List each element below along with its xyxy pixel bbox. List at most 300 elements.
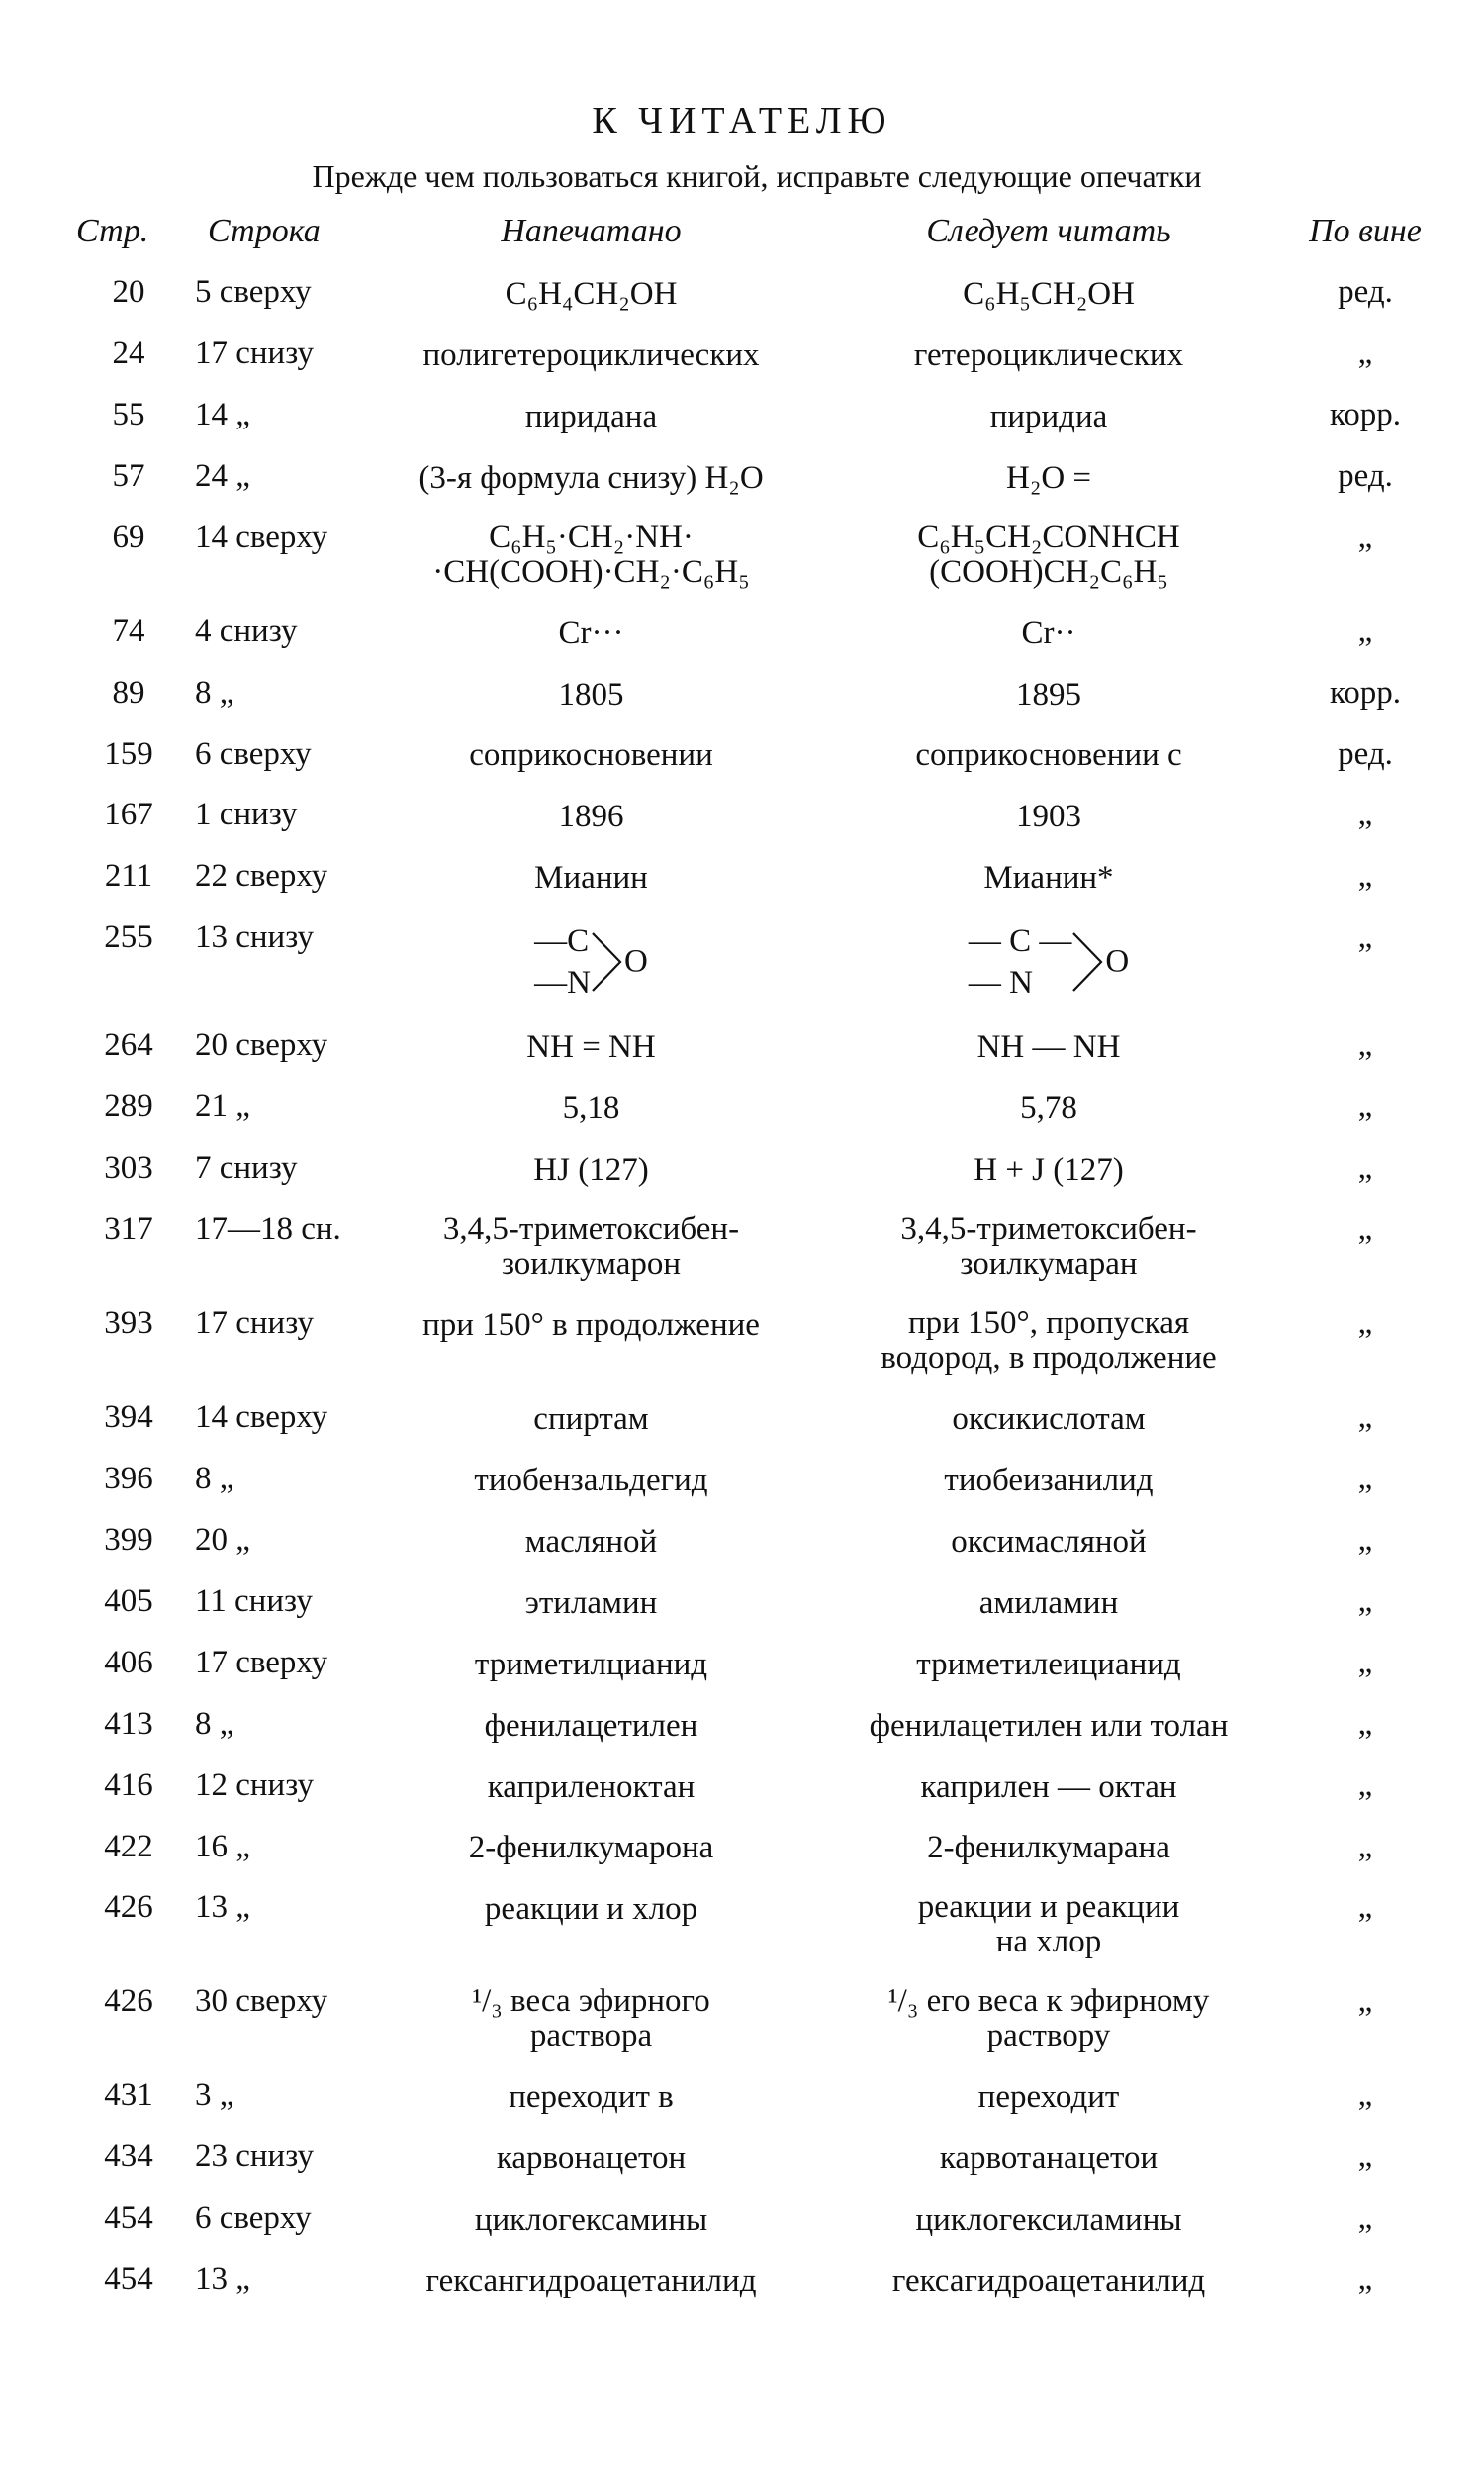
correct-cell	[816, 724, 1281, 786]
correct-cell	[816, 1971, 1281, 2065]
fault-cell	[1281, 846, 1449, 907]
fault-cell	[1281, 724, 1449, 786]
errata-row	[74, 724, 1449, 786]
fault-cell	[1281, 1971, 1449, 2065]
correct-cell	[816, 602, 1281, 663]
line-reference: 6 сверху	[195, 735, 312, 772]
line-reference: 4 снизу	[195, 613, 298, 649]
correct-cell	[816, 1633, 1281, 1694]
page-number: 454	[104, 2200, 153, 2236]
correct-text: 1903	[1016, 799, 1081, 835]
page-number-cell	[74, 1449, 183, 1510]
correct-cell	[816, 1293, 1281, 1387]
line-cell	[183, 1756, 366, 1817]
ring-oxygen-label: O	[1105, 943, 1130, 980]
errata-row	[74, 1387, 1449, 1449]
line-reference: 17—18 сн.	[195, 1211, 341, 1248]
page-subtitle: Прежде чем пользоваться книгой, исправьте следующие опечатки	[312, 158, 1202, 194]
line-reference: 24 „	[195, 457, 250, 494]
line-cell	[183, 1199, 366, 1293]
printed-cell	[366, 385, 816, 446]
page-number: 426	[104, 1983, 153, 2020]
line-cell	[183, 663, 366, 724]
line-cell	[183, 1138, 366, 1199]
line-cell	[183, 2249, 366, 2311]
page-number-cell	[74, 1971, 183, 2065]
page-number-cell	[74, 846, 183, 907]
fault-party: „	[1357, 1027, 1373, 1064]
errata-row	[74, 846, 1449, 907]
printed-cell	[366, 262, 816, 324]
printed-cell	[366, 1756, 816, 1817]
correct-cell	[816, 846, 1281, 907]
fault-party: „	[1357, 1089, 1373, 1125]
page-number: 454	[104, 2261, 153, 2298]
line-reference: 13 „	[195, 2261, 250, 2298]
errata-row	[74, 1633, 1449, 1694]
correct-text: 1895	[1016, 676, 1081, 713]
printed-text: 2-фенилкумарона	[468, 1830, 714, 1866]
page-number: 422	[104, 1828, 153, 1864]
fault-cell	[1281, 1694, 1449, 1756]
fault-cell	[1281, 1387, 1449, 1449]
fault-party: „	[1357, 1582, 1373, 1619]
correct-cell	[816, 1694, 1281, 1756]
line-reference: 23 снизу	[195, 2139, 315, 2175]
fault-cell	[1281, 2249, 1449, 2311]
page-number: 434	[104, 2139, 153, 2175]
correct-cell	[816, 446, 1281, 508]
fault-party: „	[1357, 2077, 1373, 2114]
correct-text: 3,4,5-триметоксибен- зоилкумаран	[900, 1211, 1197, 1283]
correct-text: C₆H₅CH₂CONHCH (COOH)CH₂C₆H₅	[917, 519, 1180, 590]
printed-cell	[366, 785, 816, 846]
line-reference: 21 „	[195, 1089, 250, 1125]
correct-text: триметилеицианид	[916, 1646, 1181, 1682]
fault-cell	[1281, 2188, 1449, 2249]
printed-cell	[366, 1449, 816, 1510]
errata-table	[74, 208, 1449, 2311]
errata-row	[74, 1877, 1449, 1971]
fault-party: „	[1357, 2200, 1373, 2236]
line-cell	[183, 907, 366, 1015]
fault-cell	[1281, 1817, 1449, 1878]
correct-text: 2-фенилкумарана	[927, 1830, 1170, 1866]
column-header-fault: По вине	[1309, 213, 1422, 249]
printed-text: соприкосновении	[469, 737, 713, 774]
printed-text: —C —N	[534, 923, 591, 1001]
errata-row	[74, 1015, 1449, 1077]
page-number: 211	[104, 858, 153, 895]
page-number-cell	[74, 1077, 183, 1138]
page-number-cell	[74, 1138, 183, 1199]
fault-cell	[1281, 1077, 1449, 1138]
printed-cell	[366, 1633, 816, 1694]
line-cell	[183, 2188, 366, 2249]
correct-text: каприлен — октан	[920, 1768, 1177, 1805]
page-number-cell	[74, 508, 183, 602]
errata-row	[74, 324, 1449, 385]
printed-text: C₆H₅·CH₂·NH· ·CH(COOH)·CH₂·C₆H₅	[432, 519, 750, 590]
fault-party: корр.	[1329, 396, 1402, 432]
fault-cell	[1281, 785, 1449, 846]
correct-cell	[816, 663, 1281, 724]
printed-text: гексангидроацетанилид	[425, 2263, 757, 2300]
correct-cell	[816, 1015, 1281, 1077]
fault-party: „	[1357, 1399, 1373, 1436]
line-reference: 11 снизу	[195, 1582, 313, 1619]
line-reference: 30 сверху	[195, 1983, 328, 2020]
printed-text: каприленоктан	[487, 1768, 696, 1805]
correct-cell	[816, 2188, 1281, 2249]
column-header-page: Стр.	[76, 213, 149, 249]
page-number: 57	[112, 457, 145, 494]
line-cell	[183, 602, 366, 663]
fault-party: „	[1357, 1211, 1373, 1248]
printed-cell	[366, 2249, 816, 2311]
printed-cell	[366, 1971, 816, 2065]
page-number: 289	[104, 1089, 153, 1125]
page-number-cell	[74, 262, 183, 324]
ring-bracket-icon	[591, 927, 624, 997]
correct-text: амиламин	[978, 1584, 1119, 1621]
page-number-cell	[74, 1633, 183, 1694]
fault-cell	[1281, 1015, 1449, 1077]
fault-cell	[1281, 2127, 1449, 2188]
page-number: 426	[104, 1889, 153, 1926]
page-number-cell	[74, 324, 183, 385]
fault-party: „	[1357, 613, 1373, 649]
printed-cell	[366, 1877, 816, 1971]
line-reference: 20 сверху	[195, 1027, 328, 1064]
correct-cell	[816, 1199, 1281, 1293]
correct-cell	[816, 785, 1281, 846]
page-number: 416	[104, 1766, 153, 1803]
header-row	[74, 208, 1449, 262]
fault-party: „	[1357, 797, 1373, 833]
line-cell	[183, 508, 366, 602]
fault-cell	[1281, 602, 1449, 663]
column-header-line: Строка	[208, 213, 321, 249]
page-number-cell	[74, 602, 183, 663]
printed-cell	[366, 602, 816, 663]
page-number: 406	[104, 1644, 153, 1680]
page-number-cell	[74, 2065, 183, 2127]
fault-cell	[1281, 1877, 1449, 1971]
line-cell	[183, 1077, 366, 1138]
line-reference: 12 снизу	[195, 1766, 315, 1803]
fault-cell	[1281, 1293, 1449, 1387]
fault-party: „	[1357, 1766, 1373, 1803]
fault-party: ред.	[1338, 735, 1393, 772]
printed-text: этиламин	[524, 1584, 658, 1621]
printed-text: карвонацетон	[496, 2141, 687, 2177]
fault-party: „	[1357, 519, 1373, 555]
fault-party: „	[1357, 1460, 1373, 1496]
page-number-cell	[74, 907, 183, 1015]
fault-party: „	[1357, 1828, 1373, 1864]
correct-cell	[816, 2127, 1281, 2188]
page-number: 20	[112, 274, 145, 310]
page-number: 159	[104, 735, 153, 772]
column-header-printed: Напечатано	[501, 213, 682, 249]
fault-cell	[1281, 663, 1449, 724]
column-header-correct: Следует читать	[926, 213, 1171, 249]
printed-text: 5,18	[562, 1091, 620, 1127]
errata-row	[74, 907, 1449, 1015]
printed-cell	[366, 1077, 816, 1138]
correct-text: реакции и реакции на хлор	[917, 1889, 1180, 1960]
fault-cell	[1281, 1571, 1449, 1633]
printed-cell	[366, 508, 816, 602]
line-reference: 6 сверху	[195, 2200, 312, 2236]
errata-row	[74, 1138, 1449, 1199]
errata-row	[74, 508, 1449, 602]
correct-cell	[816, 2065, 1281, 2127]
fault-cell	[1281, 1756, 1449, 1817]
page-number-cell	[74, 1817, 183, 1878]
printed-cell	[366, 1694, 816, 1756]
fault-cell	[1281, 1510, 1449, 1571]
fault-cell	[1281, 385, 1449, 446]
errata-row	[74, 602, 1449, 663]
line-reference: 17 снизу	[195, 334, 315, 371]
line-cell	[183, 1015, 366, 1077]
printed-text: NH = NH	[526, 1029, 656, 1066]
line-reference: 5 сверху	[195, 274, 312, 310]
correct-cell	[816, 907, 1281, 1015]
page-number: 413	[104, 1705, 153, 1742]
errata-row	[74, 1199, 1449, 1293]
page-number: 264	[104, 1027, 153, 1064]
page-number-cell	[74, 446, 183, 508]
printed-cell	[366, 1571, 816, 1633]
page-number: 399	[104, 1521, 153, 1558]
fault-cell	[1281, 907, 1449, 1015]
errata-body	[74, 262, 1449, 2311]
errata-row	[74, 2249, 1449, 2311]
errata-row	[74, 446, 1449, 508]
correct-text: оксимасляной	[951, 1523, 1147, 1560]
correct-cell	[816, 1449, 1281, 1510]
line-cell	[183, 1877, 366, 1971]
printed-text: тиобензальдегид	[474, 1462, 708, 1498]
page-number: 396	[104, 1460, 153, 1496]
printed-cell	[366, 2188, 816, 2249]
line-reference: 1 снизу	[195, 797, 298, 833]
line-reference: 13 снизу	[195, 919, 315, 956]
line-reference: 14 „	[195, 396, 250, 432]
page-number-cell	[74, 1387, 183, 1449]
page-number: 431	[104, 2077, 153, 2114]
page-number: 24	[112, 334, 145, 371]
page-number: 167	[104, 797, 153, 833]
correct-cell	[816, 324, 1281, 385]
line-cell	[183, 1817, 366, 1878]
correct-text: Cr··	[1021, 615, 1076, 651]
correct-text: переходит	[977, 2079, 1120, 2116]
line-cell	[183, 785, 366, 846]
fault-cell	[1281, 1633, 1449, 1694]
correct-cell	[816, 1387, 1281, 1449]
correct-cell	[816, 1077, 1281, 1138]
line-cell	[183, 1694, 366, 1756]
printed-cell	[366, 1817, 816, 1878]
fault-cell	[1281, 324, 1449, 385]
fault-party: корр.	[1329, 674, 1402, 711]
errata-row	[74, 1817, 1449, 1878]
errata-row	[74, 2065, 1449, 2127]
correct-text: ¹/₃ его веса к эфирному раствору	[887, 1983, 1210, 2054]
printed-cell	[366, 663, 816, 724]
printed-cell	[366, 907, 816, 1015]
page-number: 393	[104, 1305, 153, 1342]
page-number: 74	[112, 613, 145, 649]
line-reference: 8 „	[195, 1460, 234, 1496]
line-cell	[183, 1293, 366, 1387]
errata-row	[74, 785, 1449, 846]
line-cell	[183, 1971, 366, 2065]
printed-text: Cr···	[558, 615, 624, 651]
printed-text: ¹/₃ веса эфирного раствора	[472, 1983, 710, 2054]
fault-party: „	[1357, 1889, 1373, 1926]
errata-row	[74, 1756, 1449, 1817]
correct-text: пиридиа	[989, 398, 1108, 434]
errata-row	[74, 1077, 1449, 1138]
fault-cell	[1281, 446, 1449, 508]
line-reference: 14 сверху	[195, 519, 328, 555]
page-number-cell	[74, 785, 183, 846]
printed-text: C₆H₄CH₂OH	[505, 275, 678, 312]
page-number: 317	[104, 1211, 153, 1248]
printed-text: спиртам	[533, 1400, 649, 1437]
printed-text: фенилацетилен	[484, 1707, 698, 1744]
errata-row	[74, 1293, 1449, 1387]
line-cell	[183, 262, 366, 324]
correct-cell	[816, 262, 1281, 324]
correct-text: H₂O =	[1005, 459, 1092, 496]
page-number-cell	[74, 663, 183, 724]
page-number: 89	[112, 674, 145, 711]
line-reference: 22 сверху	[195, 858, 328, 895]
line-reference: 17 снизу	[195, 1305, 315, 1342]
printed-cell	[366, 2065, 816, 2127]
page-number: 303	[104, 1150, 153, 1187]
errata-row	[74, 1971, 1449, 2065]
printed-cell	[366, 1199, 816, 1293]
printed-cell	[366, 324, 816, 385]
errata-row	[74, 2127, 1449, 2188]
line-cell	[183, 1510, 366, 1571]
fault-party: „	[1357, 334, 1373, 371]
printed-cell	[366, 1015, 816, 1077]
line-reference: 16 „	[195, 1828, 250, 1864]
line-cell	[183, 1571, 366, 1633]
correct-text: тиобеизанилид	[944, 1462, 1154, 1498]
line-reference: 17 сверху	[195, 1644, 328, 1680]
correct-text: гетероциклических	[913, 336, 1184, 373]
errata-row	[74, 262, 1449, 324]
line-reference: 8 „	[195, 674, 234, 711]
errata-row	[74, 1449, 1449, 1510]
printed-text: при 150° в продолжение	[422, 1306, 760, 1343]
ring-bracket-icon	[1071, 927, 1105, 997]
fault-party: „	[1357, 1150, 1373, 1187]
line-cell	[183, 724, 366, 786]
correct-text: фенилацетилен или толан	[869, 1707, 1229, 1744]
page-number-cell	[74, 2188, 183, 2249]
printed-cell	[366, 1387, 816, 1449]
page-number-cell	[74, 1571, 183, 1633]
line-reference: 7 снизу	[195, 1150, 298, 1187]
fault-party: „	[1357, 2139, 1373, 2175]
printed-text: HJ (127)	[533, 1152, 649, 1189]
page-title: К ЧИТАТЕЛЮ	[592, 100, 892, 142]
printed-cell	[366, 1138, 816, 1199]
printed-text: (3-я формула снизу) H₂O	[418, 459, 764, 496]
page-number: 394	[104, 1399, 153, 1436]
line-cell	[183, 1633, 366, 1694]
fault-party: „	[1357, 2261, 1373, 2298]
correct-text: карвотанацетои	[939, 2141, 1159, 2177]
printed-cell	[366, 446, 816, 508]
correct-cell	[816, 1510, 1281, 1571]
correct-text: Мианин*	[983, 860, 1114, 897]
correct-text: гексагидроацетанилид	[891, 2263, 1206, 2300]
printed-text: пиридана	[524, 398, 658, 434]
page-number-cell	[74, 1877, 183, 1971]
correct-text: C₆H₅CH₂OH	[963, 275, 1135, 312]
printed-text: 1805	[558, 676, 624, 713]
correct-cell	[816, 2249, 1281, 2311]
page-number: 405	[104, 1582, 153, 1619]
page-number-cell	[74, 1199, 183, 1293]
printed-cell	[366, 1293, 816, 1387]
page-number-cell	[74, 1694, 183, 1756]
printed-text: Мианин	[534, 860, 648, 897]
line-cell	[183, 846, 366, 907]
printed-cell	[366, 2127, 816, 2188]
correct-text: H + J (127)	[974, 1152, 1124, 1189]
fault-party: „	[1357, 1705, 1373, 1742]
correct-text: циклогексиламины	[915, 2202, 1182, 2238]
page-number-cell	[74, 385, 183, 446]
printed-text: триметилцианид	[474, 1646, 708, 1682]
page-number-cell	[74, 2249, 183, 2311]
correct-text: 5,78	[1020, 1091, 1077, 1127]
line-cell	[183, 2127, 366, 2188]
printed-text: полигетероциклических	[422, 336, 760, 373]
fault-party: „	[1357, 1644, 1373, 1680]
errata-row	[74, 663, 1449, 724]
printed-text: масляной	[524, 1523, 658, 1560]
printed-cell	[366, 1510, 816, 1571]
printed-text: переходит в	[509, 2079, 674, 2116]
printed-text: реакции и хлор	[484, 1891, 698, 1928]
fault-cell	[1281, 1138, 1449, 1199]
correct-cell	[816, 1817, 1281, 1878]
line-cell	[183, 2065, 366, 2127]
page-number-cell	[74, 1756, 183, 1817]
fault-cell	[1281, 1449, 1449, 1510]
fault-party: „	[1357, 1983, 1373, 2020]
correct-cell	[816, 1138, 1281, 1199]
page-number-cell	[74, 2127, 183, 2188]
line-reference: 8 „	[195, 1705, 234, 1742]
errata-row	[74, 385, 1449, 446]
line-cell	[183, 385, 366, 446]
fault-party: „	[1357, 919, 1373, 956]
